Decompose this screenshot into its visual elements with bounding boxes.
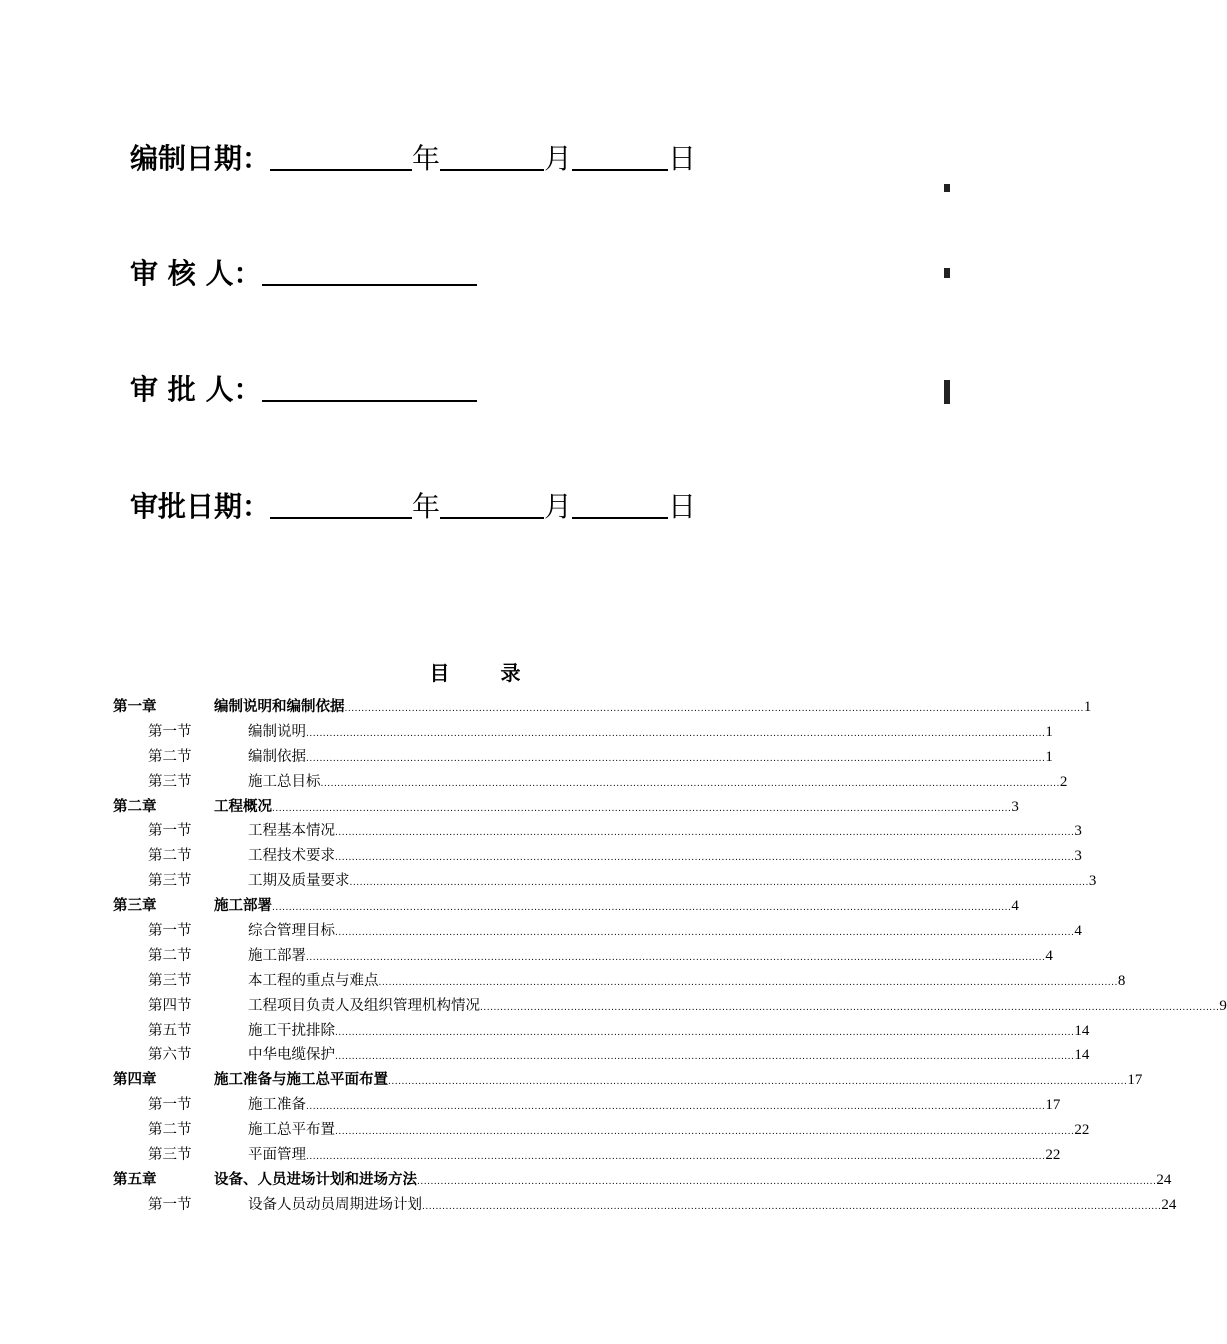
toc-page-number: 1 bbox=[1045, 748, 1053, 765]
toc-dot-leader: ............................................................................................................................................................................................................................ bbox=[480, 1002, 1220, 1013]
toc-entry-number: 第五节 bbox=[148, 1022, 192, 1039]
toc-entry-title-wrap bbox=[214, 1019, 1074, 1046]
toc-entry-title-wrap bbox=[214, 770, 1060, 797]
approve-date-month-blank[interactable] bbox=[440, 491, 544, 519]
toc-entry-title-wrap bbox=[214, 944, 1045, 971]
toc-page-number: 24 bbox=[1156, 1171, 1172, 1188]
toc-dot-leader: ............................................................................................................................................................................................................................ bbox=[417, 1176, 1157, 1187]
toc-section-row[interactable] bbox=[113, 869, 1097, 894]
toc-entry-title: 编制说明 bbox=[248, 723, 306, 740]
toc-entry-title: 编制说明和编制依据 bbox=[214, 699, 345, 715]
toc-entry-number: 第二节 bbox=[148, 1122, 192, 1139]
toc-title: 目 录 bbox=[429, 661, 543, 685]
toc-page-number: 22 bbox=[1074, 1122, 1090, 1139]
toc-entry-title: 工程技术要求 bbox=[248, 848, 335, 865]
toc-section-row[interactable] bbox=[113, 1019, 1090, 1044]
toc-entry-number: 第三节 bbox=[148, 1147, 192, 1164]
toc-entry-title-wrap bbox=[214, 1043, 1074, 1070]
page-edge-mark bbox=[944, 268, 950, 278]
toc-entry-title-wrap bbox=[214, 844, 1074, 871]
toc-entry-title: 施工干扰排除 bbox=[248, 1022, 335, 1039]
toc-dot-leader: ............................................................................................................................................................................................................................ bbox=[335, 1052, 1075, 1063]
toc-entry-title: 本工程的重点与难点 bbox=[248, 972, 379, 989]
toc-entry-title: 综合管理目标 bbox=[248, 923, 335, 940]
toc-entry-number: 第二节 bbox=[148, 748, 192, 765]
page-edge-mark bbox=[944, 380, 950, 404]
toc-entry-title: 工程项目负责人及组织管理机构情况 bbox=[248, 997, 480, 1014]
toc-entry-title-wrap bbox=[214, 819, 1074, 846]
approver-blank[interactable] bbox=[262, 374, 477, 402]
toc-dot-leader: ............................................................................................................................................................................................................................ bbox=[349, 878, 1089, 889]
toc-entry-number: 第三节 bbox=[148, 972, 192, 989]
toc-entry-number: 第二章 bbox=[113, 798, 157, 815]
approve-date-month-unit: 月 bbox=[544, 490, 573, 523]
toc-entry-title-wrap bbox=[214, 994, 1219, 1021]
toc-dot-leader: ............................................................................................................................................................................................................................ bbox=[272, 803, 1012, 814]
toc-entry-number: 第一节 bbox=[148, 823, 192, 840]
toc-page-number: 8 bbox=[1117, 972, 1126, 989]
approver-row bbox=[130, 364, 477, 404]
toc-section-row[interactable] bbox=[113, 720, 1053, 745]
approve-date-label: 审批日期： bbox=[130, 490, 271, 523]
toc-page-number: 17 bbox=[1045, 1097, 1061, 1114]
toc-page-number: 14 bbox=[1074, 1022, 1090, 1039]
toc-dot-leader: ............................................................................................................................................................................................................................ bbox=[344, 704, 1084, 714]
toc-entry-title: 设备、人员进场计划和进场方法 bbox=[214, 1171, 417, 1188]
toc-page-number: 4 bbox=[1011, 898, 1019, 915]
approve-date-year-unit: 年 bbox=[412, 490, 441, 523]
compile-date-month-unit: 月 bbox=[544, 142, 573, 175]
toc-chapter-row[interactable] bbox=[113, 695, 1092, 720]
toc-chapter-row[interactable] bbox=[113, 894, 1019, 919]
reviewer-row bbox=[130, 248, 477, 288]
toc-entry-number: 第六节 bbox=[148, 1047, 192, 1064]
toc-entry-title-wrap bbox=[214, 1068, 1127, 1095]
reviewer-blank[interactable] bbox=[262, 258, 477, 286]
toc-entry-title-wrap bbox=[214, 919, 1074, 946]
toc-page-number: 1 bbox=[1083, 699, 1092, 715]
approve-date-row bbox=[130, 481, 696, 521]
compile-date-row bbox=[130, 133, 696, 173]
toc-entry-title: 中华电缆保护 bbox=[248, 1047, 335, 1064]
toc-entry-title-wrap bbox=[214, 869, 1089, 896]
compile-date-month-blank[interactable] bbox=[440, 143, 544, 171]
toc-dot-leader: ............................................................................................................................................................................................................................ bbox=[335, 853, 1075, 864]
toc-section-row[interactable] bbox=[113, 1043, 1090, 1068]
toc-entry-number: 第二节 bbox=[148, 947, 192, 964]
toc-entry-title-wrap bbox=[214, 795, 1011, 822]
toc-section-row[interactable] bbox=[113, 1143, 1061, 1168]
page-edge-mark bbox=[944, 184, 950, 192]
toc-page-number: 22 bbox=[1045, 1147, 1061, 1164]
approver-label: 审 批 人： bbox=[130, 373, 262, 406]
toc-dot-leader: ............................................................................................................................................................................................................................ bbox=[306, 1102, 1046, 1113]
approve-date-day-blank[interactable] bbox=[572, 491, 668, 519]
toc-entry-title-wrap bbox=[214, 1118, 1074, 1145]
toc-page-number: 3 bbox=[1074, 823, 1082, 840]
toc-entry-title-wrap bbox=[214, 1193, 1161, 1220]
approve-date-day-unit: 日 bbox=[668, 490, 697, 523]
approve-date-year-blank[interactable] bbox=[270, 491, 412, 519]
toc-dot-leader: ............................................................................................................................................................................................................................ bbox=[306, 1152, 1046, 1163]
toc-page-number: 14 bbox=[1074, 1047, 1090, 1064]
toc-dot-leader: ............................................................................................................................................................................................................................ bbox=[422, 1201, 1162, 1212]
toc-chapter-row[interactable] bbox=[113, 795, 1019, 820]
toc-page-number: 4 bbox=[1074, 923, 1082, 940]
toc-entry-title-wrap bbox=[214, 894, 1011, 921]
toc-page-number: 3 bbox=[1074, 848, 1082, 865]
toc-section-row[interactable] bbox=[113, 919, 1082, 944]
toc-section-row[interactable] bbox=[113, 1193, 1177, 1218]
toc-page-number: 3 bbox=[1088, 873, 1097, 890]
toc-dot-leader: ............................................................................................................................................................................................................................ bbox=[378, 977, 1118, 988]
compile-date-year-blank[interactable] bbox=[270, 143, 412, 171]
toc-entry-title-wrap bbox=[214, 695, 1084, 722]
toc-section-row[interactable] bbox=[113, 1093, 1061, 1118]
toc-section-row[interactable] bbox=[113, 745, 1053, 770]
toc-section-row[interactable] bbox=[113, 944, 1053, 969]
toc-section-row[interactable] bbox=[113, 819, 1082, 844]
toc-entry-number: 第一节 bbox=[148, 723, 192, 740]
compile-date-day-blank[interactable] bbox=[572, 143, 668, 171]
compile-date-day-unit: 日 bbox=[668, 142, 697, 175]
toc-page-number: 24 bbox=[1161, 1196, 1177, 1213]
toc-entry-title: 编制依据 bbox=[248, 748, 306, 765]
toc-dot-leader: ............................................................................................................................................................................................................................ bbox=[320, 778, 1060, 789]
toc-dot-leader: ............................................................................................................................................................................................................................ bbox=[335, 828, 1075, 839]
toc-section-row[interactable] bbox=[113, 969, 1126, 994]
toc-chapter-row[interactable] bbox=[113, 1168, 1172, 1193]
toc-page-number: 2 bbox=[1059, 773, 1068, 790]
toc-dot-leader: ............................................................................................................................................................................................................................ bbox=[306, 728, 1046, 739]
toc-entry-number: 第一节 bbox=[148, 1097, 192, 1114]
toc-page-number: 17 bbox=[1127, 1072, 1143, 1089]
toc-entry-title-wrap bbox=[214, 1143, 1045, 1170]
toc-chapter-row[interactable] bbox=[113, 1068, 1143, 1093]
toc-entry-number: 第五章 bbox=[113, 1171, 157, 1188]
toc-dot-leader: ............................................................................................................................................................................................................................ bbox=[306, 952, 1046, 963]
toc-entry-number: 第一节 bbox=[148, 1196, 192, 1213]
toc-entry-title-wrap bbox=[214, 1093, 1045, 1120]
toc-dot-leader: ............................................................................................................................................................................................................................ bbox=[306, 753, 1046, 764]
toc-entry-number: 第三节 bbox=[148, 873, 192, 890]
toc-section-row[interactable] bbox=[113, 1118, 1090, 1143]
toc-entry-number: 第三节 bbox=[148, 773, 192, 790]
toc-list bbox=[113, 695, 1227, 1218]
toc-entry-number: 第一章 bbox=[113, 699, 157, 715]
toc-entry-title: 施工部署 bbox=[248, 947, 306, 964]
toc-entry-title: 平面管理 bbox=[248, 1147, 306, 1164]
toc-section-row[interactable] bbox=[113, 994, 1227, 1019]
toc-page-number: 4 bbox=[1045, 947, 1053, 964]
toc-dot-leader: ............................................................................................................................................................................................................................ bbox=[335, 1027, 1075, 1038]
compile-date-label: 编制日期： bbox=[130, 142, 271, 175]
compile-date-year-unit: 年 bbox=[412, 142, 441, 175]
toc-entry-title: 施工总目标 bbox=[248, 773, 321, 790]
toc-entry-title: 工期及质量要求 bbox=[248, 873, 350, 890]
toc-page-number: 1 bbox=[1045, 723, 1053, 740]
toc-entry-title: 工程基本情况 bbox=[248, 823, 335, 840]
toc-entry-title-wrap bbox=[214, 745, 1045, 772]
toc-entry-title-wrap bbox=[214, 720, 1045, 747]
toc-section-row[interactable] bbox=[113, 844, 1082, 869]
toc-entry-title: 施工准备与施工总平面布置 bbox=[214, 1072, 388, 1089]
toc-entry-number: 第四章 bbox=[113, 1072, 157, 1089]
toc-entry-title-wrap bbox=[214, 969, 1118, 996]
toc-entry-number: 第一节 bbox=[148, 923, 192, 940]
toc-dot-leader: ............................................................................................................................................................................................................................ bbox=[335, 928, 1075, 939]
toc-dot-leader: ............................................................................................................................................................................................................................ bbox=[388, 1077, 1128, 1088]
toc-entry-number: 第二节 bbox=[148, 848, 192, 865]
toc-entry-number: 第四节 bbox=[148, 997, 192, 1014]
toc-entry-title: 施工总平布置 bbox=[248, 1122, 335, 1139]
toc-entry-title: 工程概况 bbox=[214, 798, 272, 815]
reviewer-label: 审 核 人： bbox=[130, 257, 262, 290]
toc-entry-number: 第三章 bbox=[113, 898, 157, 915]
toc-entry-title: 施工部署 bbox=[214, 898, 272, 915]
toc-entry-title-wrap bbox=[214, 1168, 1156, 1195]
toc-dot-leader: ............................................................................................................................................................................................................................ bbox=[272, 903, 1012, 914]
toc-entry-title: 施工准备 bbox=[248, 1097, 306, 1114]
toc-page-number: 3 bbox=[1011, 798, 1019, 815]
toc-entry-title: 设备人员动员周期进场计划 bbox=[248, 1196, 422, 1213]
toc-section-row[interactable] bbox=[113, 770, 1068, 795]
toc-page-number: 9 bbox=[1219, 997, 1227, 1014]
toc-dot-leader: ............................................................................................................................................................................................................................ bbox=[335, 1127, 1075, 1138]
